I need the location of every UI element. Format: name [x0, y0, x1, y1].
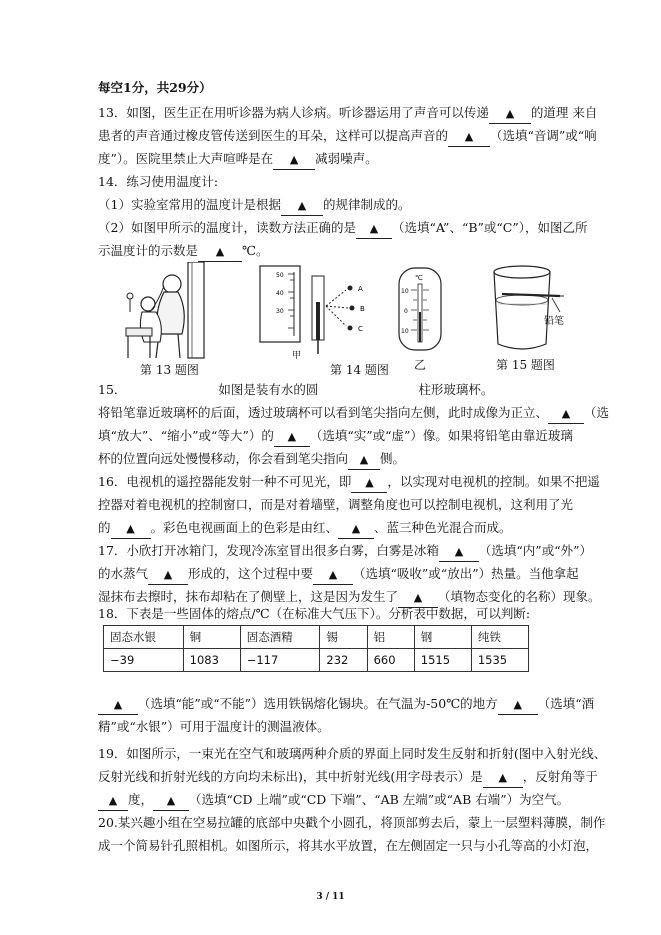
q14-line4: 示温度计的示数是 ▲ ℃。 — [98, 242, 269, 262]
table-cell: 660 — [367, 649, 414, 672]
answer-blank[interactable]: ▲ — [489, 104, 531, 124]
q15-line3: 填“放大”、“缩小”或“等大”）的 ▲ （选填“实”或“虚”）像。如果将铅笔由靠近玻璃 — [98, 427, 573, 447]
q20-line2: 成一个简易针孔照相机。如图所示，将其水平放置，在左侧固定一只与小孔等高的小灯泡， — [98, 838, 599, 853]
scale-50: 50 — [276, 272, 284, 279]
q18-line1: 18．下表是一些固体的熔点/℃（在标准大气压下）。分析表中数据，可以判断: — [98, 606, 531, 621]
answer-blank[interactable]: ▲ — [148, 565, 188, 585]
caption-fig13: 第 13 题图 — [140, 363, 199, 377]
q17-line1: 17．小欣打开冰箱门，发现冷冻室冒出很多白雾，白雾是冰箱 ▲ （选填“内”或“外”） — [98, 542, 592, 562]
q13-line1: 13．如图，医生正在用听诊器为病人诊病。听诊器运用了声音可以传递 ▲ 的道理 来自 — [98, 104, 597, 124]
answer-blank[interactable]: ▲ — [98, 695, 138, 715]
answer-blank[interactable]: ▲ — [356, 219, 392, 239]
table-header-cell: 铝 — [367, 626, 414, 649]
table-cell: −39 — [104, 649, 184, 672]
answer-blank[interactable]: ▲ — [351, 473, 387, 493]
table-cell: 232 — [320, 649, 367, 672]
label-jia: 甲 — [292, 351, 302, 360]
q14-line3: （2）如图甲所示的温度计，读数方法正确的是 ▲ （选填“A”、“B”或“C”），如图乙所 — [98, 219, 588, 239]
q17-line3: 湿抹布去擦时，抹布却粘在了侧壁上，这是因为发生了 ▲ （填物态变化的名称）现象。 — [98, 588, 601, 608]
therm-10: 10 — [401, 288, 409, 295]
therm-10b: 10 — [401, 328, 409, 335]
therm-unit: ℃ — [415, 274, 423, 282]
q16-line3: 的 ▲ 。彩色电视画面上的色彩是由红、 ▲ 、蓝三种色光混合而成。 — [98, 519, 512, 539]
answer-blank[interactable]: ▲ — [281, 196, 323, 216]
answer-blank[interactable]: ▲ — [153, 791, 189, 811]
table-header-cell: 固态酒精 — [240, 626, 320, 649]
answer-blank[interactable]: ▲ — [448, 127, 490, 147]
section-header: 每空1分，共29分） — [98, 80, 212, 95]
answer-blank[interactable]: ▲ — [198, 242, 242, 262]
q17-line2: 的水蒸气 ▲ 形成的，这个过程中要 ▲ （选填“吸收”或“放出”）热量。当他拿起 — [98, 565, 579, 585]
scale-30: 30 — [276, 308, 284, 315]
answer-blank[interactable]: ▲ — [313, 565, 353, 585]
caption-fig15: 第 15 题图 — [496, 358, 555, 372]
answer-blank[interactable]: ▲ — [348, 450, 380, 470]
table-cell: −117 — [240, 649, 320, 672]
q19-line2: 反射光线和折射光线的方向均未标出)，其中折射光线(用字母表示）是 ▲ ，反射角等于 — [98, 768, 598, 788]
table-header-cell: 纯铁 — [471, 626, 528, 649]
table-cell: 1515 — [414, 649, 471, 672]
answer-blank[interactable]: ▲ — [548, 404, 584, 424]
q13-line3: 度”）。医院里禁止大声喧哗是在 ▲ 减弱噪声。 — [98, 150, 378, 170]
caption-fig14: 第 14 题图 — [330, 363, 389, 377]
q20-line1: 20.某兴趣小组在空易拉罐的底部中央戳个小圆孔，将顶部剪去后，蒙上一层塑料薄膜，制作 — [98, 815, 606, 830]
answer-blank[interactable]: ▲ — [274, 427, 310, 447]
q15-line4: 杯的位置向远处慢慢移动，你会看到笔尖指向 ▲ 侧。 — [98, 450, 405, 470]
answer-blank[interactable]: ▲ — [498, 695, 538, 715]
q18-answer-line2: 精”或“水银”）可用于温度计的测温液体。 — [98, 719, 330, 734]
label-pencil: 铅笔 — [544, 316, 564, 327]
table-header-cell: 铜 — [183, 626, 240, 649]
q19-line1: 19．如图所示，一束光在空气和玻璃两种介质的界面上同时发生反射和折射(图中入射光线、 — [98, 746, 607, 761]
q16-line2: 控器对着电视机的控制窗口，而是对着墙壁，调整角度也可以控制电视机，这利用了光 — [98, 497, 574, 512]
table-header-cell: 锡 — [320, 626, 367, 649]
table-cell: 1535 — [471, 649, 528, 672]
table-header-cell: 钢 — [414, 626, 471, 649]
label-b: B — [360, 305, 365, 313]
doctor-stethoscope-figure — [118, 262, 210, 362]
q19-line3: ▲ 度， ▲ （选填“CD 上端”或“CD 下端”、“AB 左端”或“AB 右端”）为空气。 — [98, 791, 569, 811]
answer-blank[interactable]: ▲ — [483, 768, 523, 788]
scale-40: 40 — [276, 290, 284, 297]
q18-answer-line1: ▲ （选填“能”或“不能”）选用铁锅熔化锡块。在气温为-50℃的地方 ▲ （选填“酒 — [98, 695, 594, 715]
q16-line1: 16．电视机的遥控器能发射一种不可见光，即 ▲ ，以实现对电视机的控制。如果不把遥 — [98, 473, 600, 493]
page-number: 3 / 11 — [316, 892, 345, 902]
answer-blank[interactable]: ▲ — [439, 542, 479, 562]
table-row — [104, 649, 529, 672]
answer-blank[interactable]: ▲ — [98, 791, 128, 811]
therm-0: 0 — [404, 308, 408, 315]
table-cell: 1083 — [183, 649, 240, 672]
q14-line2: （1）实验室常用的温度计是根据 ▲ 的规律制成的。 — [98, 196, 410, 216]
answer-blank[interactable]: ▲ — [273, 150, 315, 170]
label-c: C — [358, 325, 363, 333]
thermometer-yi-figure — [395, 266, 447, 360]
q13-line2: 患者的声音通过橡皮管传送到医生的耳朵，这样可以提高声音的 ▲ （选填“音调”或“响 — [98, 127, 597, 147]
table-header-row — [104, 626, 529, 649]
answer-blank[interactable]: ▲ — [338, 519, 374, 539]
label-yi: 乙 — [414, 358, 427, 372]
answer-blank[interactable]: ▲ — [111, 519, 151, 539]
table-header-cell: 固态水银 — [104, 626, 184, 649]
q15-line1: 15． 如图是装有水的圆 柱形玻璃杯。 — [98, 382, 494, 397]
q15-line2: 将铅笔靠近玻璃杯的后面，透过玻璃杯可以看到笔尖指向左侧，此时成像为正立、 ▲ （选 — [98, 404, 609, 424]
label-a: A — [358, 285, 363, 293]
answer-blank[interactable]: ▲ — [398, 588, 438, 608]
q14-line1: 14．练习使用温度计: — [98, 174, 219, 189]
thermometer-reading-figure — [258, 262, 370, 360]
melting-point-table — [103, 625, 529, 672]
glass-pencil-figure — [488, 264, 578, 356]
